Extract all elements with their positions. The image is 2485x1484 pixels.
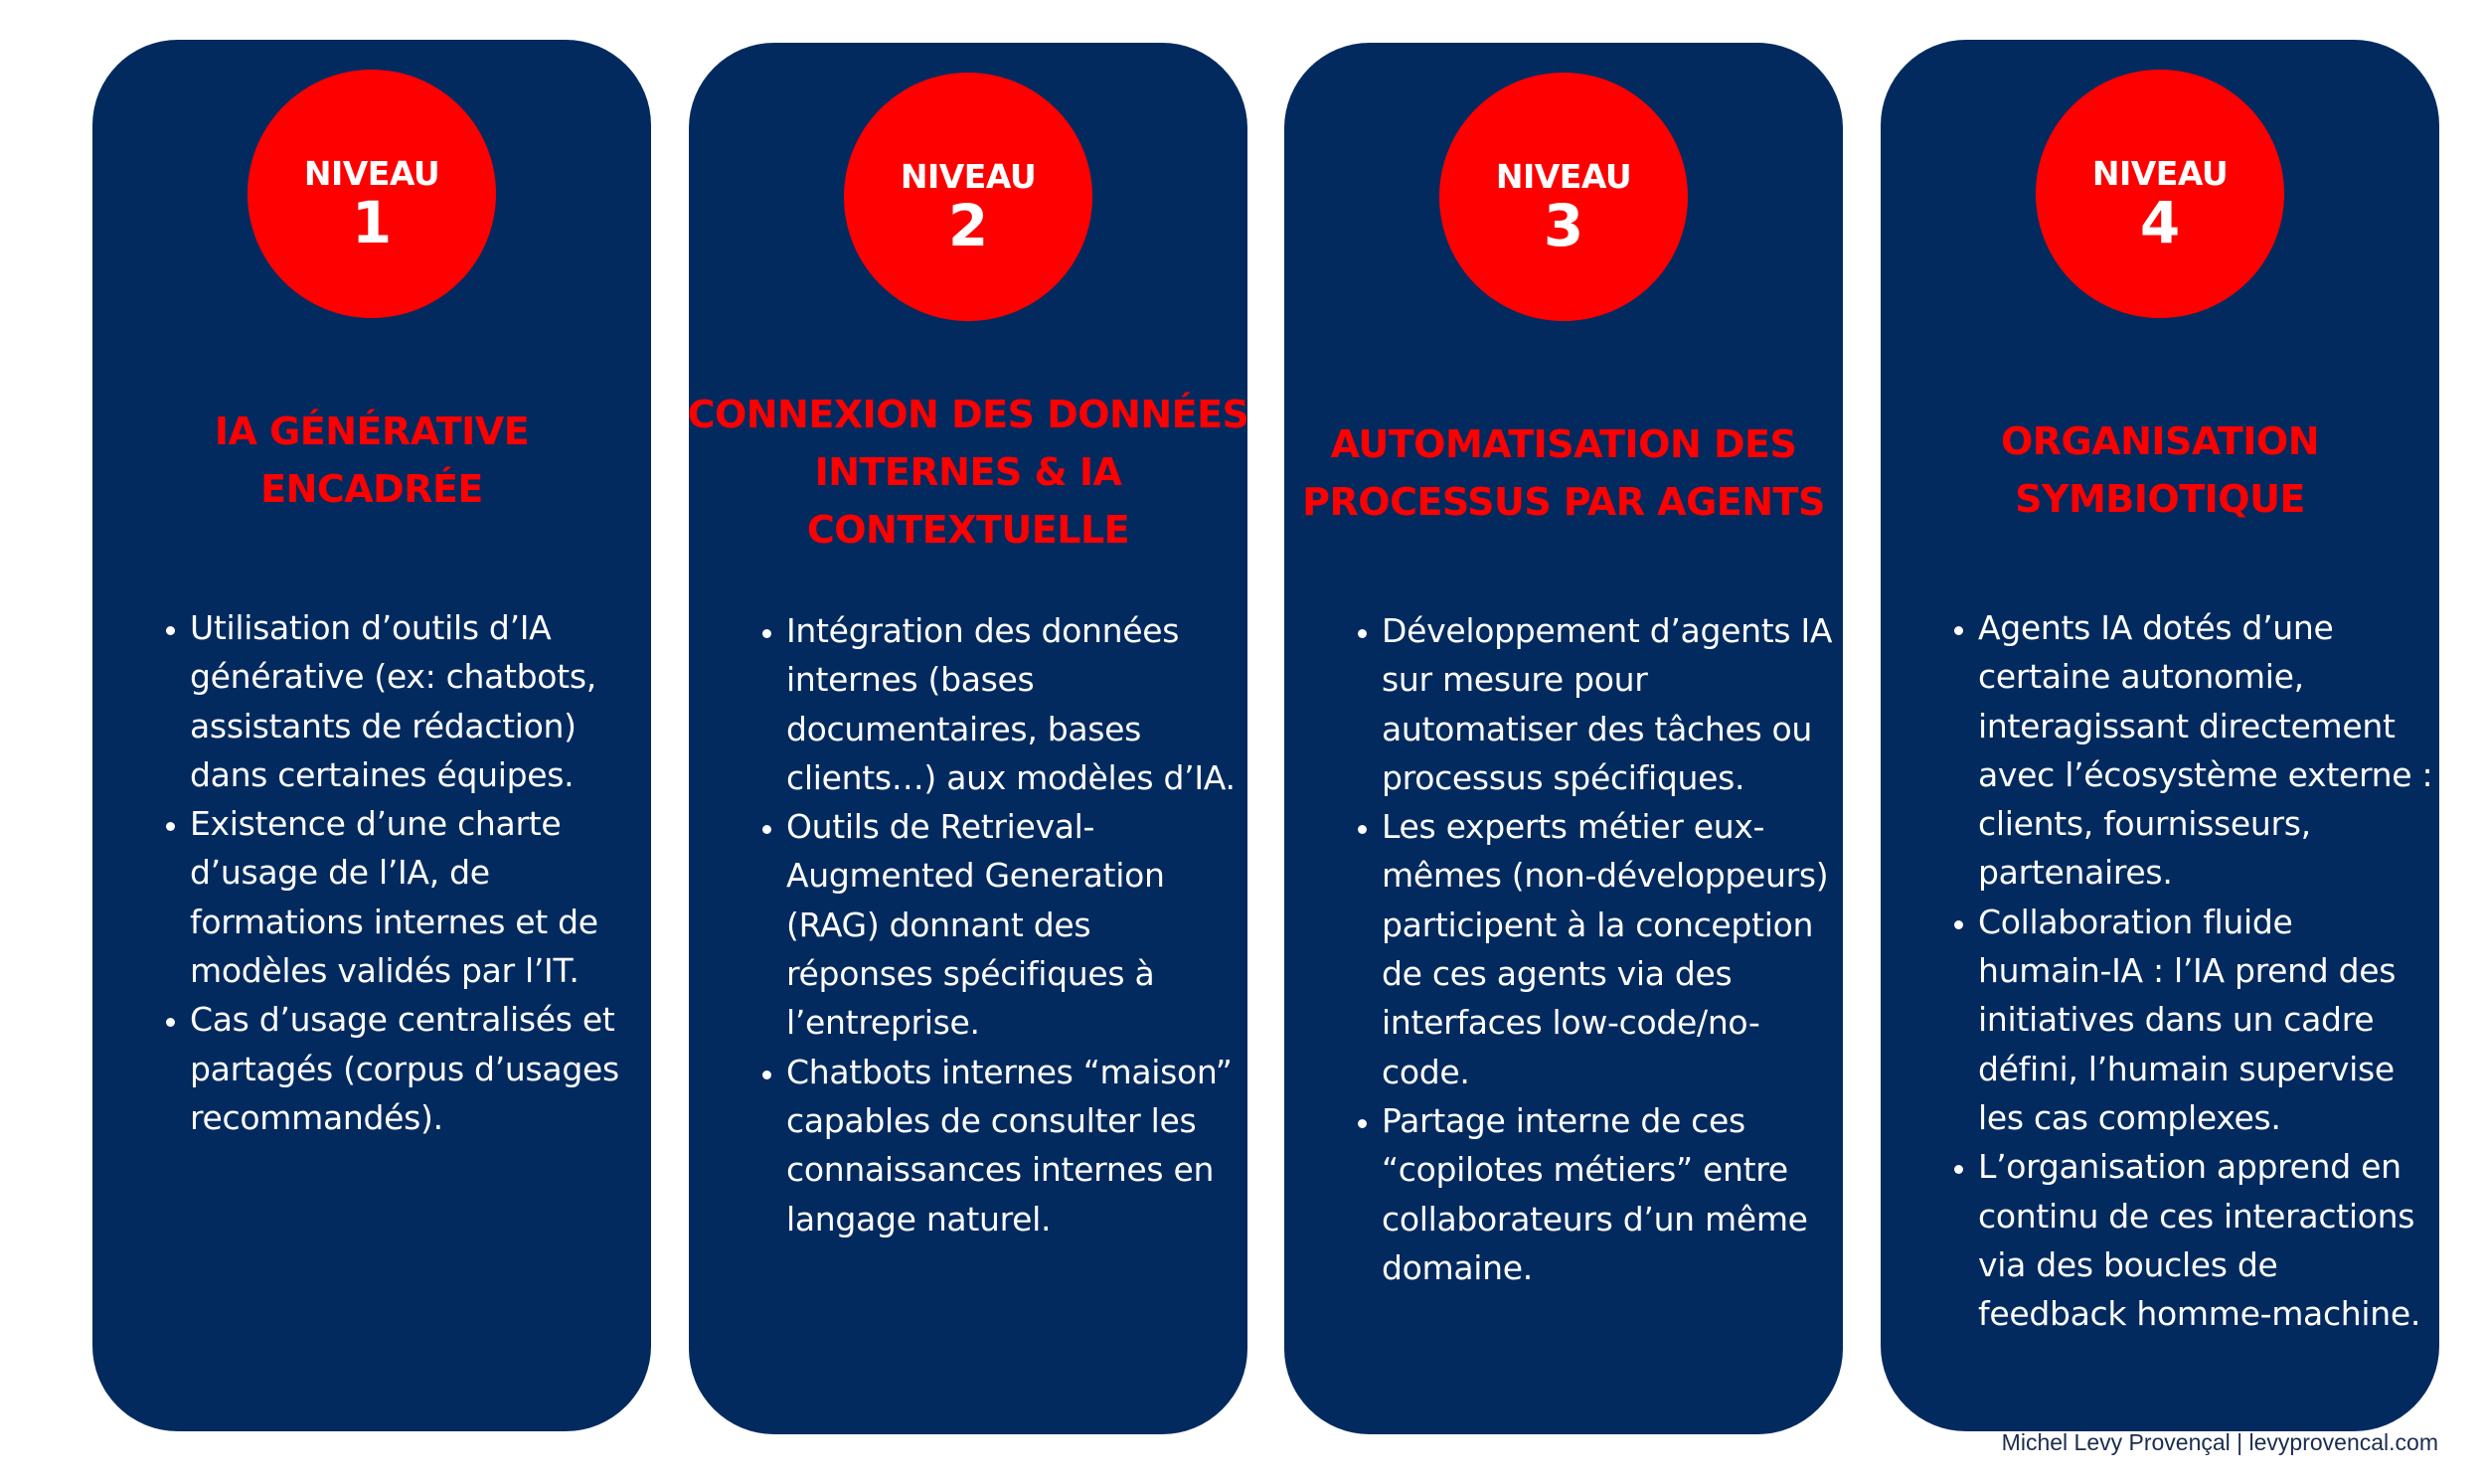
list-item: • Développement d’agents IA sur mesure pour automatiser des tâches ou processus spécifiques. [1382, 606, 1837, 802]
list-item: • Outils de Retrieval-Augmented Generation (RAG) donnant des réponses spécifiques à l’entreprise. [786, 802, 1242, 1047]
level-title-line: SYMBIOTIQUE [2015, 477, 2305, 521]
level-title [1282, 415, 1845, 531]
level-bullet-list [1938, 603, 2433, 1338]
level-card-3 [1284, 43, 1843, 1434]
level-card-1 [92, 40, 651, 1431]
level-title [102, 403, 641, 518]
level-title [685, 386, 1251, 559]
list-item: • Les experts métier eux-mêmes (non-développeurs) participent à la conception de ces agents via des interfaces low-code/no-code. [1382, 802, 1837, 1096]
level-card-4 [1881, 40, 2439, 1431]
list-item: • L’organisation apprend en continu de ces interactions via des boucles de feedback homme-machine. [1978, 1142, 2433, 1338]
level-number: 3 [1543, 192, 1584, 259]
level-title-line: ENCADRÉE [260, 467, 483, 511]
level-title-line: PROCESSUS PAR AGENTS [1302, 480, 1825, 524]
level-title-line: CONTEXTUELLE [806, 508, 1130, 552]
level-number: 2 [947, 192, 989, 259]
level-label: NIVEAU [303, 154, 440, 193]
level-number: 4 [2139, 189, 2181, 256]
level-badge [844, 73, 1092, 321]
level-card-2 [689, 43, 1247, 1434]
list-item: • Utilisation d’outils d’IA générative (ex: chatbots, assistants de rédaction) dans certaines équipes. [190, 603, 645, 799]
level-label: NIVEAU [2091, 154, 2229, 193]
list-item: • Agents IA dotés d’une certaine autonomie, interagissant directement avec l’écosystème externe : clients, fournisseurs, partenaires. [1978, 603, 2433, 898]
level-badge [1439, 73, 1688, 321]
list-item: • Partage interne de ces “copilotes métiers” entre collaborateurs d’un même domaine. [1382, 1096, 1837, 1292]
list-item: • Cas d’usage centralisés et partagés (corpus d’usages recommandés). [190, 995, 645, 1142]
level-title-line: CONNEXION DES DONNÉES [687, 393, 1249, 436]
list-item: • Chatbots internes “maison” capables de consulter les connaissances internes en langage naturel. [786, 1048, 1242, 1243]
level-label: NIVEAU [1495, 157, 1632, 196]
level-title-line: INTERNES & IA [814, 450, 1122, 494]
level-number: 1 [351, 189, 393, 256]
level-label: NIVEAU [900, 157, 1037, 196]
level-bullet-list [746, 606, 1242, 1243]
level-title-line: AUTOMATISATION DES [1330, 422, 1797, 466]
level-bullet-list [1342, 606, 1837, 1292]
level-title-line: ORGANISATION [2000, 419, 2320, 463]
list-item: • Intégration des données internes (bases documentaires, bases clients…) aux modèles d’IA. [786, 606, 1242, 802]
list-item: • Existence d’une charte d’usage de l’IA, de formations internes et de modèles validés par l’IT. [190, 799, 645, 995]
list-item: • Collaboration fluide humain-IA : l’IA prend des initiatives dans un cadre défini, l’humain supervise les cas complexes. [1978, 898, 2433, 1142]
level-badge [248, 70, 496, 318]
level-title [1891, 412, 2429, 528]
level-title-line: IA GÉNÉRATIVE [214, 410, 530, 453]
footer-credit: Michel Levy Provençal | levyprovencal.com [2001, 1429, 2438, 1455]
level-bullet-list [150, 603, 645, 1142]
level-badge [2036, 70, 2284, 318]
